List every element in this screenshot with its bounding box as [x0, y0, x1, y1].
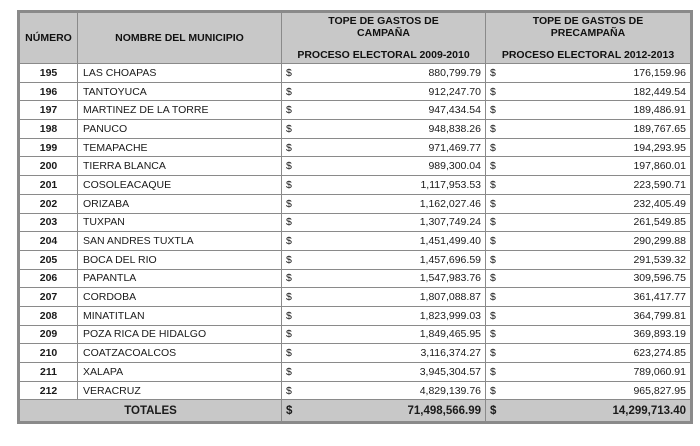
row-campana: 3,945,304.57: [419, 365, 481, 378]
totals-label: TOTALES: [19, 400, 282, 423]
row-municipio: PANUCO: [78, 120, 282, 139]
header-precampana-line3: PROCESO ELECTORAL 2012-2013: [501, 49, 675, 61]
currency-symbol: $: [286, 404, 293, 417]
table-row: [19, 82, 692, 101]
row-campana: 1,849,465.95: [419, 328, 481, 341]
currency-symbol: $: [490, 253, 496, 266]
row-campana-cell: [282, 138, 486, 157]
currency-symbol: $: [286, 272, 292, 285]
currency-symbol: $: [286, 328, 292, 341]
table-row: [19, 381, 692, 400]
currency-symbol: $: [286, 216, 292, 229]
row-campana-cell: [282, 82, 486, 101]
table-row: [19, 120, 692, 139]
row-campana: 1,457,696.59: [419, 253, 481, 266]
row-precampana-cell: [486, 82, 692, 101]
currency-symbol: $: [286, 309, 292, 322]
row-precampana: 194,293.95: [633, 141, 686, 154]
currency-symbol: $: [286, 160, 292, 173]
row-campana: 4,829,139.76: [419, 384, 481, 397]
row-numero: 207: [19, 288, 78, 307]
row-precampana: 182,449.54: [633, 85, 686, 98]
currency-symbol: $: [490, 197, 496, 210]
table-row: [19, 138, 692, 157]
row-municipio: ORIZABA: [78, 194, 282, 213]
row-precampana-cell: [486, 194, 692, 213]
row-precampana: 232,405.49: [633, 197, 686, 210]
totals-precampana-cell: [486, 400, 692, 423]
row-precampana-cell: [486, 250, 692, 269]
currency-symbol: $: [286, 104, 292, 117]
row-precampana-cell: [486, 306, 692, 325]
row-numero: 204: [19, 232, 78, 251]
row-precampana: 623,274.85: [633, 347, 686, 360]
currency-symbol: $: [490, 160, 496, 173]
currency-symbol: $: [490, 178, 496, 191]
currency-symbol: $: [286, 141, 292, 154]
row-municipio: MARTINEZ DE LA TORRE: [78, 101, 282, 120]
row-campana: 1,807,088.87: [419, 291, 481, 304]
row-numero: 195: [19, 64, 78, 83]
currency-symbol: $: [490, 272, 496, 285]
currency-symbol: $: [286, 253, 292, 266]
row-municipio: LAS CHOAPAS: [78, 64, 282, 83]
row-numero: 211: [19, 363, 78, 382]
row-numero: 206: [19, 269, 78, 288]
row-campana-cell: [282, 288, 486, 307]
header-precampana: [486, 12, 692, 64]
row-municipio: TEMAPACHE: [78, 138, 282, 157]
row-campana: 989,300.04: [428, 160, 481, 173]
totals-campana: 71,498,566.99: [407, 404, 481, 417]
row-numero: 203: [19, 213, 78, 232]
totals-row: [19, 400, 692, 423]
currency-symbol: $: [490, 328, 496, 341]
row-precampana-cell: [486, 101, 692, 120]
currency-symbol: $: [490, 347, 496, 360]
row-campana-cell: [282, 194, 486, 213]
row-precampana: 369,893.19: [633, 328, 686, 341]
row-municipio: TUXPAN: [78, 213, 282, 232]
row-precampana: 364,799.81: [633, 309, 686, 322]
row-municipio: COATZACOALCOS: [78, 344, 282, 363]
row-campana-cell: [282, 101, 486, 120]
row-campana: 1,307,749.24: [419, 216, 481, 229]
currency-symbol: $: [286, 347, 292, 360]
table-row: [19, 194, 692, 213]
row-numero: 209: [19, 325, 78, 344]
row-numero: 198: [19, 120, 78, 139]
row-campana-cell: [282, 344, 486, 363]
row-precampana-cell: [486, 138, 692, 157]
currency-symbol: $: [490, 365, 496, 378]
currency-symbol: $: [286, 66, 292, 79]
row-precampana-cell: [486, 64, 692, 83]
table-row: [19, 64, 692, 83]
currency-symbol: $: [490, 141, 496, 154]
row-numero: 205: [19, 250, 78, 269]
table-body: [19, 64, 692, 400]
currency-symbol: $: [286, 197, 292, 210]
table-row: [19, 157, 692, 176]
row-precampana-cell: [486, 232, 692, 251]
row-campana-cell: [282, 250, 486, 269]
row-campana-cell: [282, 269, 486, 288]
table-row: [19, 288, 692, 307]
currency-symbol: $: [490, 66, 496, 79]
row-precampana-cell: [486, 120, 692, 139]
currency-symbol: $: [286, 291, 292, 304]
currency-symbol: $: [490, 104, 496, 117]
currency-symbol: $: [490, 309, 496, 322]
currency-symbol: $: [286, 122, 292, 135]
currency-symbol: $: [286, 384, 292, 397]
table-row: [19, 250, 692, 269]
row-municipio: SAN ANDRES TUXTLA: [78, 232, 282, 251]
row-precampana: 309,596.75: [633, 272, 686, 285]
row-municipio: COSOLEACAQUE: [78, 176, 282, 195]
table-row: [19, 176, 692, 195]
row-campana-cell: [282, 363, 486, 382]
row-precampana: 965,827.95: [633, 384, 686, 397]
campaign-spending-table: [17, 10, 693, 424]
row-numero: 212: [19, 381, 78, 400]
table-row: [19, 269, 692, 288]
row-municipio: MINATITLAN: [78, 306, 282, 325]
row-campana: 948,838.26: [428, 122, 481, 135]
currency-symbol: $: [286, 235, 292, 248]
row-campana: 912,247.70: [428, 85, 481, 98]
row-municipio: XALAPA: [78, 363, 282, 382]
row-campana-cell: [282, 64, 486, 83]
table-row: [19, 363, 692, 382]
table-row: [19, 344, 692, 363]
row-campana: 947,434.54: [428, 104, 481, 117]
row-precampana-cell: [486, 157, 692, 176]
row-numero: 199: [19, 138, 78, 157]
table-row: [19, 232, 692, 251]
row-precampana: 361,417.77: [633, 291, 686, 304]
currency-symbol: $: [490, 85, 496, 98]
row-municipio: PAPANTLA: [78, 269, 282, 288]
row-precampana-cell: [486, 381, 692, 400]
row-municipio: POZA RICA DE HIDALGO: [78, 325, 282, 344]
row-precampana-cell: [486, 344, 692, 363]
currency-symbol: $: [286, 178, 292, 191]
header-row: [19, 12, 692, 64]
row-campana-cell: [282, 213, 486, 232]
row-precampana: 197,860.01: [633, 160, 686, 173]
row-campana: 1,547,983.76: [419, 272, 481, 285]
row-numero: 196: [19, 82, 78, 101]
row-campana: 1,162,027.46: [419, 197, 481, 210]
row-precampana: 223,590.71: [633, 178, 686, 191]
header-campana-line1: TOPE DE GASTOS DE: [328, 15, 439, 27]
row-campana: 3,116,374.27: [420, 347, 481, 360]
row-numero: 208: [19, 306, 78, 325]
currency-symbol: $: [490, 291, 496, 304]
totals-precampana: 14,299,713.40: [612, 404, 686, 417]
header-precampana-line2: PRECAMPAÑA: [550, 27, 626, 39]
row-campana: 971,469.77: [428, 141, 481, 154]
row-campana: 1,451,499.40: [419, 235, 481, 248]
row-precampana-cell: [486, 269, 692, 288]
row-campana-cell: [282, 120, 486, 139]
totals-campana-cell: [282, 400, 486, 423]
row-municipio: BOCA DEL RIO: [78, 250, 282, 269]
row-precampana-cell: [486, 363, 692, 382]
header-campana-line3: PROCESO ELECTORAL 2009-2010: [297, 49, 470, 61]
currency-symbol: $: [490, 122, 496, 135]
header-precampana-line1: TOPE DE GASTOS DE: [532, 15, 644, 27]
table-row: [19, 306, 692, 325]
row-numero: 200: [19, 157, 78, 176]
row-precampana-cell: [486, 176, 692, 195]
row-precampana-cell: [486, 288, 692, 307]
header-campana: [282, 12, 486, 64]
table-row: [19, 325, 692, 344]
header-numero: NÚMERO: [19, 12, 78, 64]
row-campana-cell: [282, 381, 486, 400]
header-campana-line2: CAMPAÑA: [357, 27, 410, 39]
currency-symbol: $: [490, 235, 496, 248]
row-campana-cell: [282, 176, 486, 195]
row-precampana-cell: [486, 213, 692, 232]
row-campana-cell: [282, 325, 486, 344]
row-municipio: TIERRA BLANCA: [78, 157, 282, 176]
row-precampana: 176,159.96: [633, 66, 686, 79]
table-row: [19, 213, 692, 232]
row-campana-cell: [282, 232, 486, 251]
row-precampana: 189,486.91: [633, 104, 686, 117]
currency-symbol: $: [490, 216, 496, 229]
row-precampana: 789,060.91: [633, 365, 686, 378]
row-precampana: 189,767.65: [633, 122, 686, 135]
row-campana-cell: [282, 157, 486, 176]
row-campana-cell: [282, 306, 486, 325]
row-precampana-cell: [486, 325, 692, 344]
row-precampana: 290,299.88: [633, 235, 686, 248]
row-municipio: CORDOBA: [78, 288, 282, 307]
row-municipio: TANTOYUCA: [78, 82, 282, 101]
row-precampana: 291,539.32: [633, 253, 686, 266]
row-municipio: VERACRUZ: [78, 381, 282, 400]
row-numero: 202: [19, 194, 78, 213]
currency-symbol: $: [286, 365, 292, 378]
header-municipio: NOMBRE DEL MUNICIPIO: [78, 12, 282, 64]
row-numero: 210: [19, 344, 78, 363]
row-precampana: 261,549.85: [633, 216, 686, 229]
row-numero: 197: [19, 101, 78, 120]
table-row: [19, 101, 692, 120]
currency-symbol: $: [490, 384, 496, 397]
currency-symbol: $: [490, 404, 497, 417]
row-numero: 201: [19, 176, 78, 195]
row-campana: 880,799.79: [428, 66, 481, 79]
row-campana: 1,117,953.53: [420, 178, 481, 191]
row-campana: 1,823,999.03: [419, 309, 481, 322]
currency-symbol: $: [286, 85, 292, 98]
